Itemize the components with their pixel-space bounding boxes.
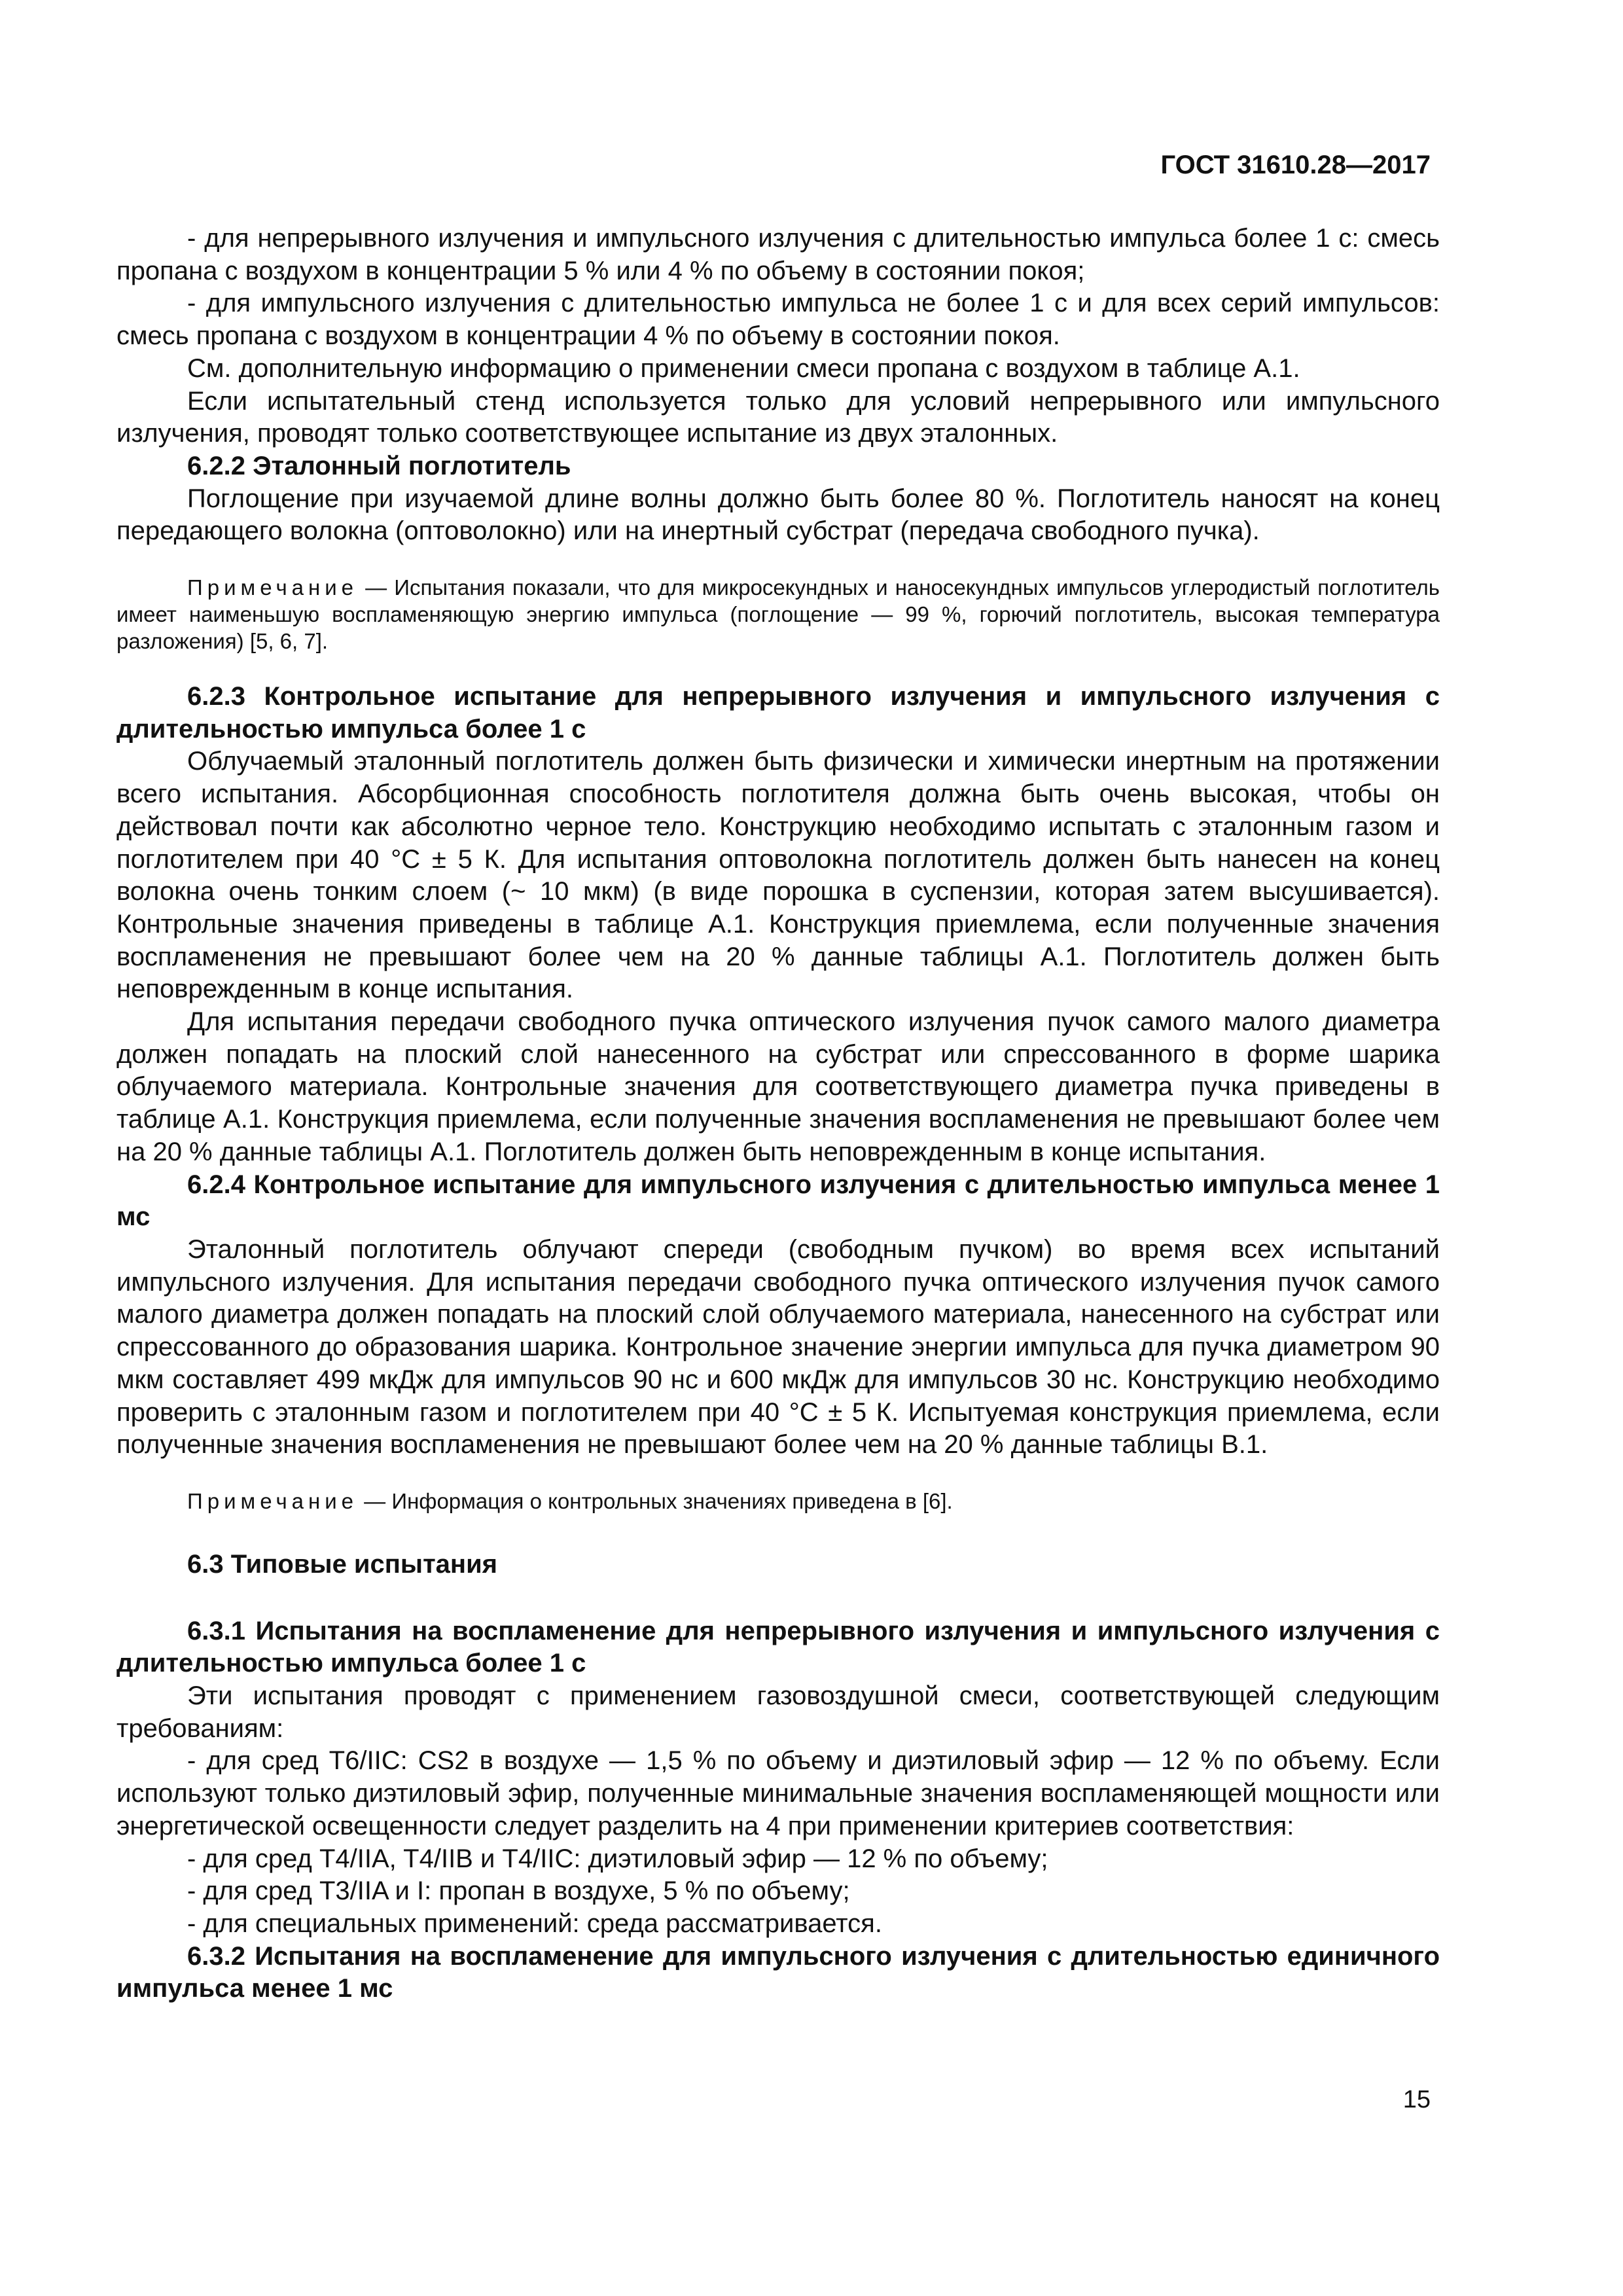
section-heading-6-3-2: 6.3.2 Испытания на воспламенение для импульсного излучения с длительностью единичного импульса менее 1 мс — [116, 1941, 1440, 2003]
paragraph: Поглощение при изучаемой длине волны должно быть более 80 %. Поглотитель наносят на конец передающего волокна (оптоволокно) или на инертный субстрат (передача свободного пучка). — [116, 484, 1440, 546]
section-heading-6-2-3: 6.2.3 Контрольное испытание для непрерывного излучения и импульсного излучения с длительностью импульса более 1 с — [116, 682, 1440, 744]
note — [116, 1488, 1440, 1515]
paragraph: Эти испытания проводят с применением газовоздушной смеси, соответствующей следующим требованиям: — [116, 1681, 1440, 1743]
paragraph: Если испытательный стенд используется только для условий непрерывного или импульсного излучения, проводят только соответствующее испытание из двух эталонных. — [116, 386, 1440, 448]
paragraph: См. дополнительную информацию о применении смеси пропана с воздухом в таблице А.1. — [187, 353, 1300, 383]
paragraph: Облучаемый эталонный поглотитель должен быть физически и химически инертным на протяжении всего испытания. Абсорбционная способность поглотителя должна быть очень высокая, чтобы он действовал почти как абсолютно черное тело. Конструкцию необходимо испытать с эталонным газом и поглотителем при 40 °C ± 5 К. Для испытания оптоволокна поглотитель должен быть нанесен на конец волокна очень тонким слоем (~ 10 мкм) (в виде порошка в суспензии, которая затем высушивается). Контрольные значения приведены в таблице А.1. Конструкция приемлема, если полученные значения воспламенения не превышают более чем на 20 % данные таблицы А.1. Поглотитель должен быть неповрежденным в конце испытания. — [116, 747, 1440, 1004]
note-label: Примечание — [187, 575, 359, 600]
section-heading-6-3-1: 6.3.1 Испытания на воспламенение для непрерывного излучения и импульсного излучения с длительностью импульса более 1 с — [116, 1616, 1440, 1678]
section-heading-6-2-4: 6.2.4 Контрольное испытание для импульсного излучения с длительностью импульса менее 1 мс — [116, 1170, 1440, 1232]
note-text: — Информация о контрольных значениях приведена в [6]. — [358, 1488, 953, 1513]
paragraph: Эталонный поглотитель облучают спереди (свободным пучком) во время всех испытаний импульсного излучения. Для испытания передачи свободного пучка оптического излучения пучок самого малого диаметра должен попадать на плоский слой облучаемого материала, нанесенного на субстрат или спрессованного до образования шарика. Контрольное значение энергии импульса для пучка диаметром 90 мкм составляет 499 мкДж для импульсов 90 нс и 600 мкДж для импульсов 30 нс. Конструкцию необходимо проверить с эталонным газом и поглотителем при 40 °C ± 5 К. Испытуемая конструкция приемлема, если полученные значения воспламенения не превышают более чем на 20 % данные таблицы В.1. — [116, 1234, 1440, 1460]
list-item: - для сред T6/IIC: CS2 в воздухе — 1,5 % по объему и диэтиловый эфир — 12 % по объему. Если используют только диэтиловый эфир, полученные минимальные значения воспламеняющей мощности или энергетической освещенности следует разделить на 4 при применении критериев соответствия: — [116, 1746, 1440, 1840]
list-item: - для сред T3/IIA и I: пропан в воздухе, 5 % по объему; — [187, 1876, 850, 1906]
paragraph: - для импульсного излучения с длительностью импульса не более 1 с и для всех серий импульсов: смесь пропана с воздухом в концентрации 4 % по объему в состоянии покоя. — [116, 289, 1440, 351]
list-item: - для специальных применений: среда рассматривается. — [187, 1909, 882, 1938]
page-body — [116, 223, 1440, 2005]
section-heading-6-2-2: 6.2.2 Эталонный поглотитель — [187, 451, 571, 480]
paragraph: Для испытания передачи свободного пучка оптического излучения пучок самого малого диаметра должен попадать на плоский слой нанесенного на субстрат или спрессованного в форме шарика облучаемого материала. Контрольные значения для соответствующего диаметра пучка приведены в таблице А.1. Конструкция приемлема, если полученные значения воспламенения не превышают более чем на 20 % данные таблицы А.1. Поглотитель должен быть неповрежденным в конце испытания. — [116, 1007, 1440, 1166]
list-item: - для сред T4/IIA, T4/IIB и T4/IIC: диэтиловый эфир — 12 % по объему; — [187, 1844, 1048, 1873]
section-heading-6-3: 6.3 Типовые испытания — [187, 1549, 498, 1579]
paragraph: - для непрерывного излучения и импульсного излучения с длительностью импульса более 1 с: смесь пропана с воздухом в концентрации 5 % или 4 % по объему в состоянии покоя; — [116, 224, 1440, 285]
note — [116, 574, 1440, 655]
document-id: ГОСТ 31610.28—2017 — [1160, 151, 1431, 179]
note-label: Примечание — [187, 1488, 359, 1513]
note-text: — Испытания показали, что для микросекундных и наносекундных импульсов углеродистый поглотитель имеет наименьшую воспламеняющую энергию импульса (поглощение — 99 %, горючий поглотитель, высокая температура разложения) [5, 6, 7]. — [116, 575, 1440, 654]
page-number: 15 — [1402, 2086, 1431, 2113]
